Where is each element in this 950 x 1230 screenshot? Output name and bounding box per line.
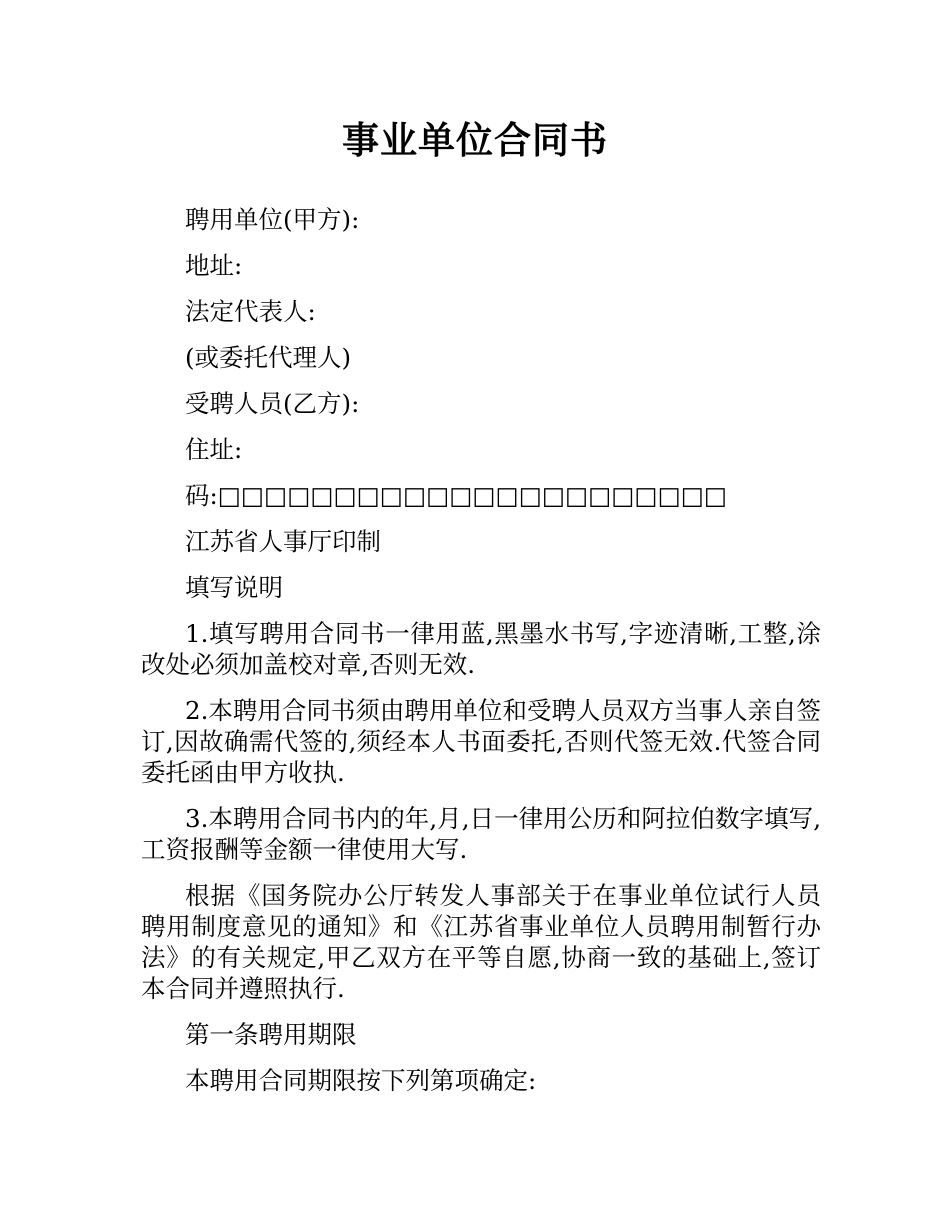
preamble-paragraph: 根据《国务院办公厅转发人事部关于在事业单位试行人员聘用制度意见的通知》和《江苏省事业单位人员聘用制暂行办法》的有关规定,甲乙双方在平等自愿,协商一致的基础上,签订本合同并遵照执行. bbox=[141, 881, 821, 1003]
instruction-item-3: 3.本聘用合同书内的年,月,日一律用公历和阿拉伯数字填写,工资报酬等金额一律使用大写. bbox=[141, 804, 821, 864]
code-field bbox=[141, 480, 821, 511]
printer-line: 江苏省人事厅印制 bbox=[185, 527, 381, 556]
instruction-item-1: 1.填写聘用合同书一律用蓝,黑墨水书写,字迹清晰,工整,涂改处必须加盖校对章,否则无效. bbox=[141, 619, 821, 679]
code-label: 码: bbox=[185, 481, 218, 510]
document-title: 事业单位合同书 bbox=[342, 119, 608, 162]
agent-field: (或委托代理人) bbox=[185, 343, 352, 372]
address-field: 地址: bbox=[185, 251, 243, 280]
employee-field: 受聘人员(乙方): bbox=[185, 389, 360, 418]
residence-field: 住址: bbox=[185, 435, 243, 464]
article1-text: 本聘用合同期限按下列第项确定: bbox=[185, 1066, 537, 1095]
employer-field: 聘用单位(甲方): bbox=[185, 205, 360, 234]
article1-heading: 第一条聘用期限 bbox=[185, 1020, 357, 1049]
instructions-heading: 填写说明 bbox=[185, 573, 283, 602]
legal-rep-field: 法定代表人: bbox=[185, 297, 316, 326]
code-boxes: □□□□□□□□□□□□□□□□□□□□□□ bbox=[217, 481, 728, 510]
instruction-item-2: 2.本聘用合同书须由聘用单位和受聘人员双方当事人亲自签订,因故确需代签的,须经本人书面委托,否则代签无效.代签合同委托函由甲方收执. bbox=[141, 696, 821, 787]
document-body bbox=[141, 204, 821, 1111]
